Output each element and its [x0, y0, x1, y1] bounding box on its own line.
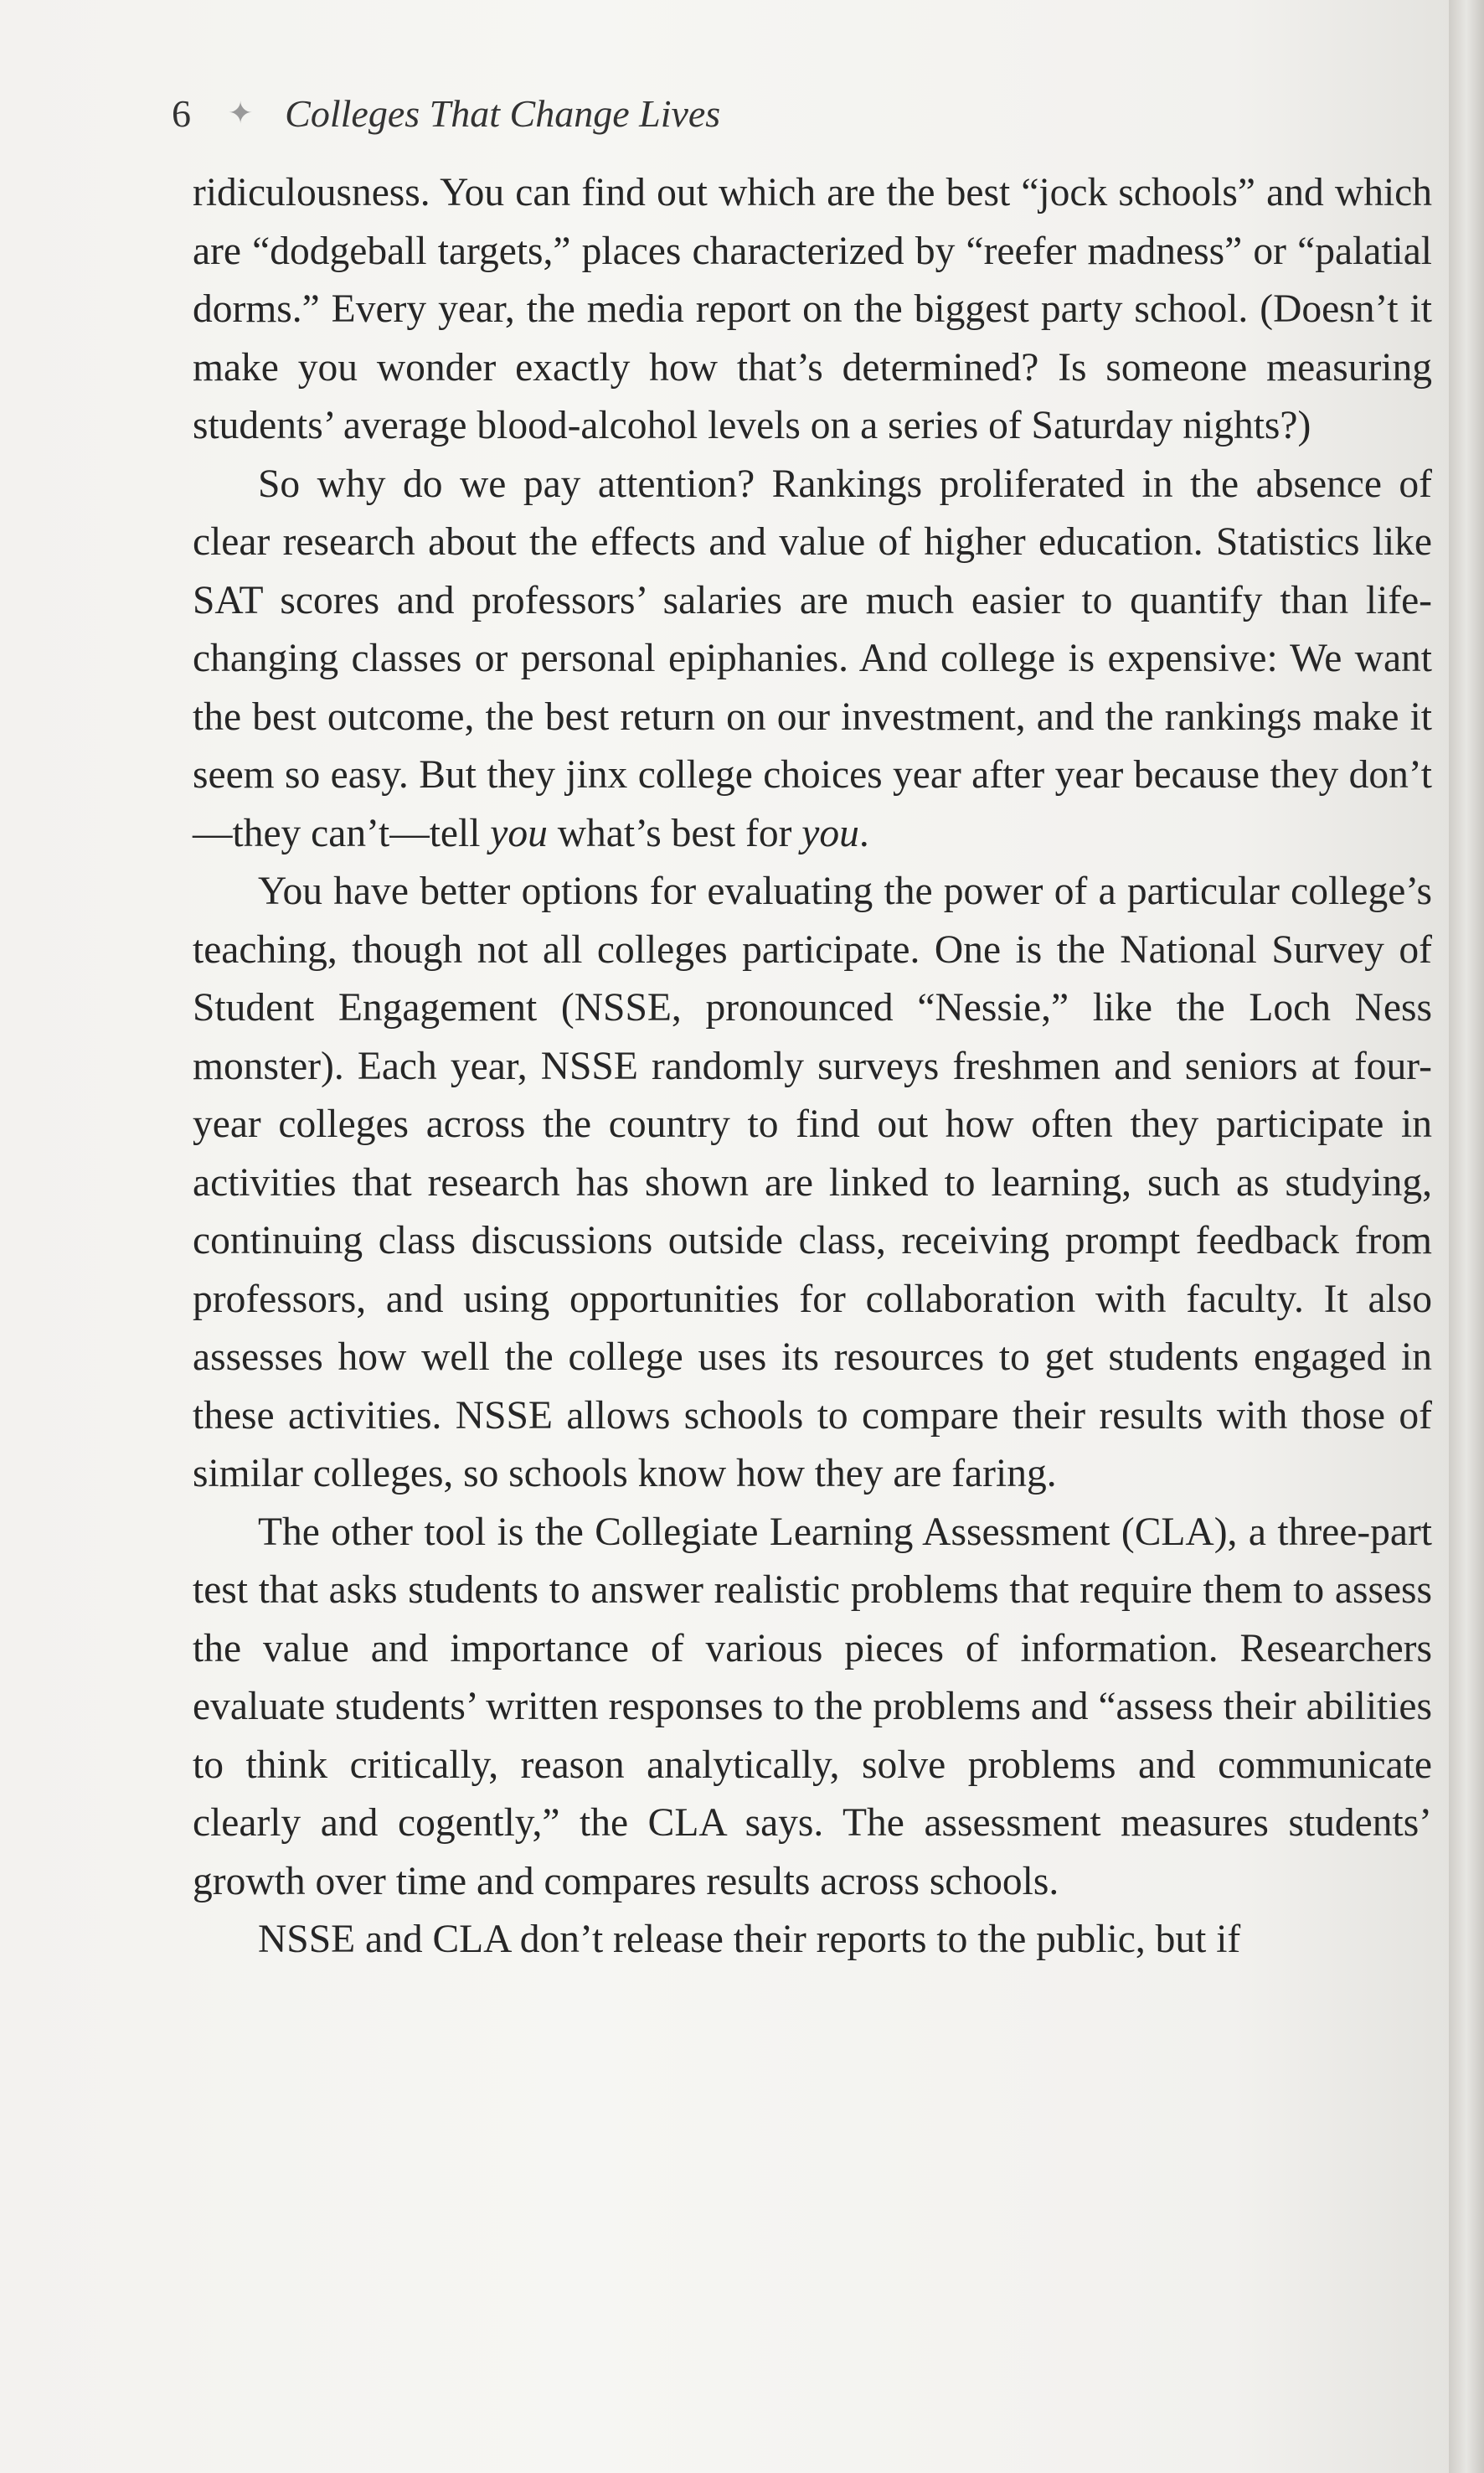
paragraph-2 — [193, 456, 1432, 864]
paragraph-3: You have better options for evaluating the power of a particular college’s teaching, though not all colleges participate. One is the National Survey of Student Engagement (NSSE, pronounced “Nessie,” like the Loch Ness monster). Each year, NSSE randomly surveys freshmen and seniors at four-year colleges across the country to find out how often they participate in activities that research has shown are linked to learning, such as studying, continuing class discussions outside class, receiving prompt feedback from professors, and using opportunities for collaboration with faculty. It also assesses how well the college uses its resources to get students engaged in these activities. NSSE allows schools to compare their results with those of similar colleges, so schools know how they are faring. — [193, 870, 1432, 1495]
paragraph-2-end: . — [858, 811, 869, 855]
page-edge — [1449, 0, 1484, 2473]
emphasis-you-1: you — [490, 811, 548, 855]
paragraph-5: NSSE and CLA don’t release their reports to the public, but if — [258, 1918, 1241, 1961]
emphasis-you-2: you — [801, 811, 859, 855]
paragraph-2-mid: what’s best for — [547, 811, 802, 855]
paragraph-4: The other tool is the Collegiate Learning Assessment (CLA), a three-part test that asks students to answer realistic problems that require them to assess the value and importance of various pieces of information. Researchers evaluate students’ written responses to the problems and “assess their abilities to think critically, reason analytically, solve problems and communicate clearly and cogently,” the CLA says. The assessment measures students’ growth over time and compares results across schools. — [193, 1510, 1432, 1903]
paragraph-1: ridiculousness. You can find out which are the best “jock schools” and which are “dodgeball targets,” places characterized by “reefer madness” or “palatial dorms.” Every year, the media report on the biggest party school. (Doesn’t it make you wonder exactly how that’s determined? Is someone measuring students’ average blood-alcohol levels on a series of Saturday nights?) — [193, 171, 1432, 447]
running-head — [172, 84, 720, 142]
paragraph-2-text: So why do we pay attention? Rankings proliferated in the absence of clear research about the effects and value of higher education. Statistics like SAT scores and professors’ salaries are much easier to quantify than life-changing classes or personal epiphanies. And college is expensive: We want the best outcome, the best return on our investment, and the rankings make it seem so easy. But they jinx college choices year after year because they don’t—they can’t—tell — [193, 462, 1432, 855]
book-title: Colleges That Change Lives — [285, 91, 721, 135]
ornament-icon: ✦ — [228, 96, 254, 130]
page-number: 6 — [172, 91, 191, 135]
body-text — [193, 164, 1432, 1970]
